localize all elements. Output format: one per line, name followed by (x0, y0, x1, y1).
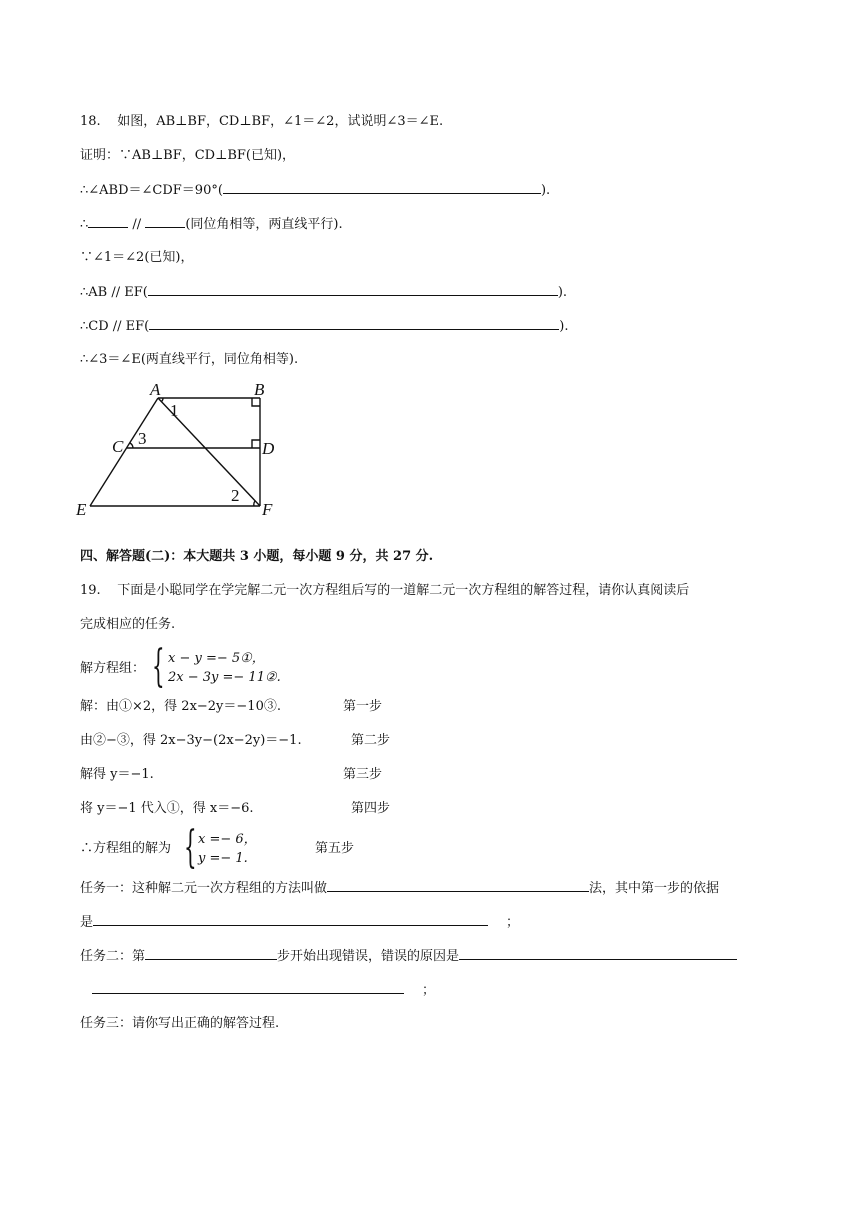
angle-label-2: 2 (231, 486, 240, 505)
label-C: C (112, 437, 124, 456)
q19-system-label: 解方程组： (80, 661, 146, 676)
q19-stem-line2: 完成相应的任务. (80, 617, 176, 632)
q19-task2-blank-step[interactable] (145, 947, 277, 960)
label-E: E (76, 500, 87, 519)
q19-task2-semicolon: ； (422, 983, 436, 998)
q19-system-eq2: 2x − 3y =− 11②. (168, 670, 281, 685)
q19-system-brace: { (152, 641, 165, 692)
q18-line2-reason: (同位角相等，两直线平行). (185, 217, 343, 232)
q19-task1-text-2: 法，其中第一步的依据 (589, 881, 720, 896)
q18-line5-text: ∴CD // EF( (80, 319, 150, 334)
q19-step5-eq2: y =− 1. (198, 851, 248, 866)
q19-step3: 解得 y＝−1. (80, 767, 154, 782)
q18-stem-line (80, 113, 443, 131)
q19-step2: 由②−③，得 2x−3y−(2x−2y)＝−1. (80, 733, 302, 748)
q18-number: 18. (80, 114, 101, 129)
q19-task1-blank-basis[interactable] (93, 913, 488, 926)
q18-line4 (80, 283, 567, 302)
q19-stem: 下面是小聪同学在学完解二元一次方程组后写的一道解二元一次方程组的解答过程，请你认真阅读后 (117, 583, 690, 598)
q18-line4-blank[interactable] (148, 283, 558, 296)
q19-system-eq1: x − y =− 5①， (168, 651, 265, 666)
q18-line2-parallel: // (132, 217, 142, 232)
q18-line5 (80, 317, 568, 336)
q19-step4: 将 y＝−1 代入①，得 x＝−6. (80, 801, 254, 816)
q19-task1-shi: 是 (80, 915, 94, 930)
q19-task2-line2 (92, 981, 435, 1000)
q18-line5-blank[interactable] (149, 317, 559, 330)
q19-step4-tag: 第四步 (351, 801, 391, 816)
q19-task1 (80, 879, 719, 898)
q19-step5-label: ∴方程组的解为 (80, 841, 172, 856)
label-F: F (262, 500, 273, 519)
q18-line4-text: ∴AB // EF( (80, 285, 148, 300)
q19-task2-blank-reason-cont[interactable] (92, 981, 404, 994)
q19-task2-text-2: 步开始出现错误，错误的原因是 (277, 949, 460, 964)
q19-step2-tag: 第二步 (351, 733, 391, 748)
q18-line2 (80, 215, 343, 234)
q18-line1-blank[interactable] (223, 181, 541, 194)
q18-line3: ∵∠1＝∠2(已知)， (80, 250, 194, 265)
q19-step5-tag: 第五步 (315, 841, 355, 856)
q19-stem-line1 (80, 582, 689, 600)
angle-label-1: 1 (170, 401, 179, 420)
q19-step1: 解：由①×2，得 2x−2y＝−10③. (80, 699, 281, 714)
q19-number: 19. (80, 583, 101, 598)
q18-line1-text: ∴∠ABD＝∠CDF＝90°( (80, 183, 223, 198)
q19-task2-blank-reason[interactable] (459, 947, 737, 960)
q19-task1-semicolon: ； (506, 915, 520, 930)
q18-line2-blank-1[interactable] (88, 215, 128, 228)
q18-stem: 如图，AB⊥BF，CD⊥BF，∠1＝∠2，试说明∠3＝∠E. (117, 114, 444, 129)
q19-step3-tag: 第三步 (343, 767, 383, 782)
q18-line4-close: ). (557, 285, 568, 300)
q18-line2-therefore: ∴ (80, 217, 89, 232)
q19-step5-brace: { (184, 822, 197, 873)
q18-line2-blank-2[interactable] (145, 215, 185, 228)
q19-step5-eq1: x =− 6， (198, 832, 257, 847)
q19-task3: 任务三：请你写出正确的解答过程. (80, 1016, 280, 1031)
section4-heading: 四、解答题(二)：本大题共 3 小题，每小题 9 分，共 27 分. (80, 549, 434, 564)
q19-task1-text: 任务一：这种解二元一次方程组的方法叫做 (80, 881, 328, 896)
q19-task1-blank-method[interactable] (327, 879, 589, 892)
q18-line5-close: ). (559, 319, 569, 334)
q18-line6: ∴∠3＝∠E(两直线平行，同位角相等). (80, 352, 299, 367)
q19-step1-tag: 第一步 (343, 699, 383, 714)
q19-task1-line2 (80, 913, 519, 932)
q19-task2 (80, 947, 737, 966)
q18-line1 (80, 181, 550, 200)
q19-task2-text: 任务二：第 (80, 949, 146, 964)
angle-label-3: 3 (138, 429, 147, 448)
q18-line1-close: ). (540, 183, 551, 198)
label-D: D (262, 439, 275, 458)
label-A: A (150, 382, 161, 399)
q18-figure (70, 382, 290, 522)
label-B: B (254, 382, 265, 399)
q18-proof-label: 证明：∵AB⊥BF，CD⊥BF(已知)， (80, 148, 296, 163)
